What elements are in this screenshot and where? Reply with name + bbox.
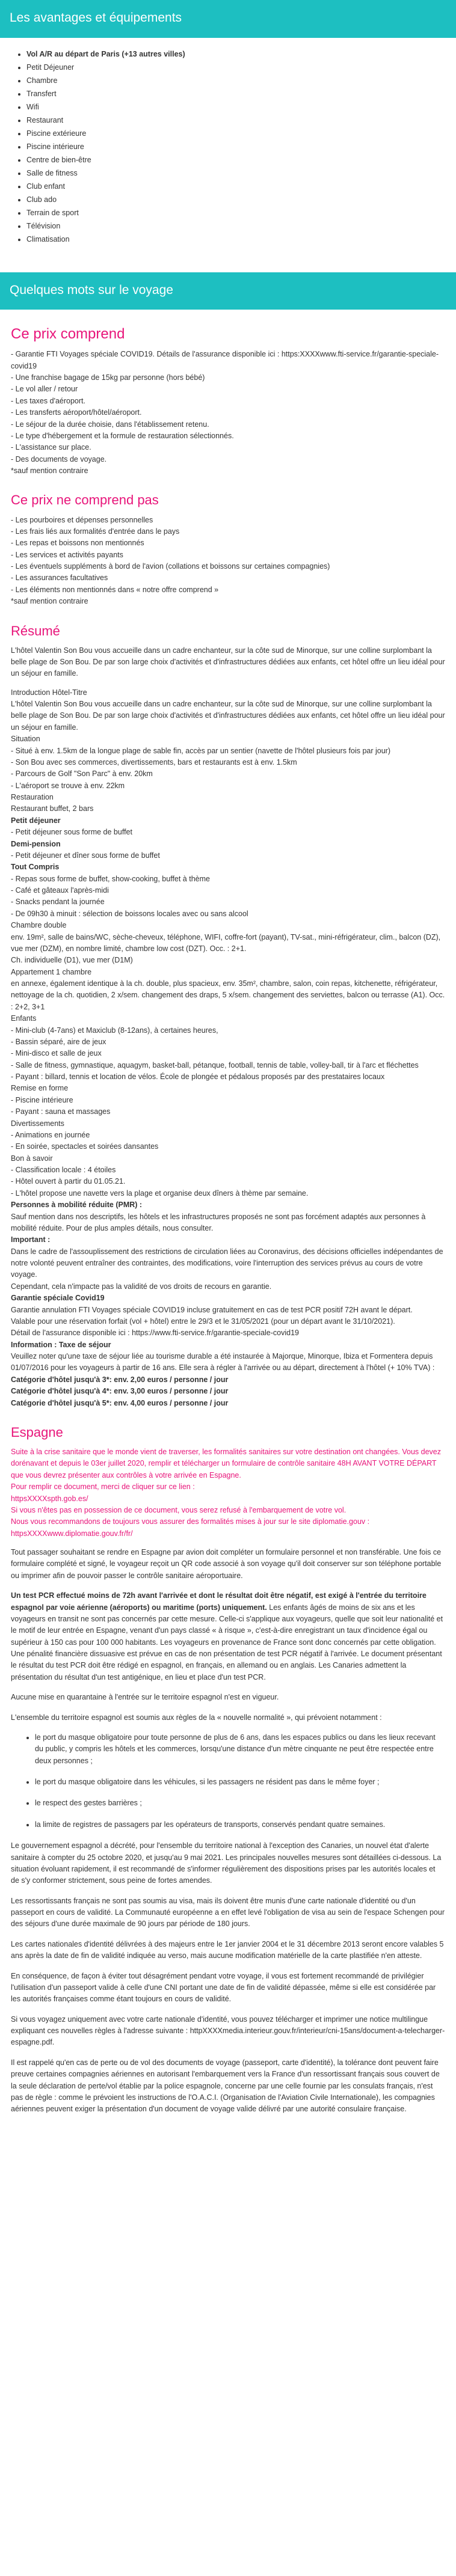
equipment-item: • Piscine intérieure [26, 140, 456, 153]
excluded-item: - Les services et activités payants [11, 550, 123, 559]
resume-line: - Café et gâteaux l'après-midi [11, 886, 109, 895]
equipment-item: • Wifi [26, 100, 456, 114]
resume-line: Petit déjeuner [11, 816, 61, 825]
equipment-item: • Petit Déjeuner [26, 61, 456, 74]
alert-line: httpsXXXXwww.diplomatie.gouv.fr/fr/ [11, 1529, 133, 1538]
resume-line: Enfants [11, 1014, 37, 1023]
resume-line: Détail de l'assurance disponible ici : https://www.fti-service.fr/garantie-speciale-covid19 [11, 1329, 299, 1338]
included-item: - Des documents de voyage. [11, 454, 107, 463]
prix-comprend-list [11, 349, 445, 477]
documents-paragraph: En conséquence, de façon à éviter tout désagrément pendant votre voyage, il vous est fortement recommandé de privilégier l'utilisation d'un passeport valide à celle d'une CNI portant une date de fin de validité dépassée, même si elle est considérée par les autorités françaises comme étant toujours en cours de validité. [11, 1971, 436, 2004]
espagne-title: Espagne [11, 1424, 63, 1440]
included-item: *sauf mention contraire [11, 467, 88, 476]
resume-body [11, 645, 445, 1409]
resume-line: Catégorie d'hôtel jusqu'à 3*: env. 2,00 euros / personne / jour [11, 1375, 229, 1384]
formalites-paragraph: Un test PCR effectué moins de 72h avant l'arrivée et dont le résultat doit être négatif, est exigé à l'entrée du territoire espagnol par voie aérienne (aéroports) ou maritime (ports) uniquement. Les enfants âgés de moins de six ans et les voyageurs en transit ne sont pas concernés par cette mesure. Celle-ci s'applique aux voyageurs, quelle que soit leur nationalité et le motif de leur entrée en Espagne, venant d'un pays classé « à risque », c'est-à-dire enregistrant un taux d'incidence égal ou supérieur à 150 cas pour 100 000 habitants. Les voyageurs en provenance de France sont donc concernés par cette obligation. Une pénalité financière dissuasive est prévue en cas de non présentation de test PCR négatif à l'arrivée. Le document présentant le résultat du test PCR doit être rédigé en espagnol, en français, en allemand ou en anglais. Les Canaries admettent la présentation du résultat d'un test antigénique, en lieu et place d'un test PCR. [11, 1591, 443, 1681]
resume-line: Introduction Hôtel-Titre [11, 688, 87, 697]
resume-line: - Petit déjeuner et dîner sous forme de buffet [11, 851, 160, 860]
equipment-item: • Climatisation [26, 233, 456, 246]
alert-line: Pour remplir ce document, merci de cliquer sur ce lien : [11, 1482, 195, 1491]
equipment-list [0, 47, 456, 246]
documents-paragraph: Si vous voyagez uniquement avec votre carte nationale d'identité, vous pouvez télécharger et imprimer une notice multilingue expliquant ces nouvelles règles à l'adresse suivante : httpXXXXmedia.interieur.gouv.fr/interieur/cni-15ans/document-a-telecharger-espagne.pdf. [11, 2015, 445, 2047]
resume-line: - Payant : billard, tennis et location de vélos. École de plongée et pédalous proposés par des prestataires locaux [11, 1072, 385, 1081]
included-item: - L'assistance sur place. [11, 443, 91, 452]
resume-line: Veuillez noter qu'une taxe de séjour liée au tourisme durable a été instaurée à Majorque, Minorque, Ibiza et Formentera depuis 01/07/2016 pour les voyageurs à partir de 16 ans. Elle sera à régler à l'arrivée ou au départ, directement à l'hôtel (+ 10% TVA) : [11, 1352, 435, 1372]
excluded-item: - Les assurances facultatives [11, 574, 108, 583]
resume-line: - Mini-disco et salle de jeux [11, 1049, 102, 1058]
resume-line: - Snacks pendant la journée [11, 898, 105, 907]
resume-line: - De 09h30 à minuit : sélection de boissons locales avec ou sans alcool [11, 909, 248, 918]
alert-line: httpsXXXXspth.gob.es/ [11, 1494, 88, 1503]
resume-line: Restaurant buffet, 2 bars [11, 804, 94, 813]
resume-line: - L'aéroport se trouve à env. 22km [11, 781, 125, 790]
prix-ne-comprend-list [11, 515, 445, 608]
documents-paragraph: Il est rappelé qu'en cas de perte ou de vol des documents de voyage (passeport, carte d'identité), la tolérance dont peuvent faire preuve certaines compagnies aériennes en autorisant l'embarquement vers la France d'un ressortissant français sous couvert de la seule déclaration de perte/vol établie par la police espagnole, concerne par une celle fournie par les consulats français, n'est pas de règle : comme le prévoient les instructions de l'O.A.C.I. (Organisation de l'Aviation Civile Internationale), les compagnies aériennes peuvent exiger la présentation d'un document de voyage valide délivré par une autorité consulaire française. [11, 2058, 440, 2114]
resume-line: - L'hôtel propose une navette vers la plage et organise deux dîners à thème par semaine. [11, 1189, 309, 1198]
resume-line: Remise en forme [11, 1084, 69, 1093]
resume-line: Personnes à mobilité réduite (PMR) : [11, 1201, 143, 1210]
resume-line: Situation [11, 735, 40, 744]
excluded-item: - Les éventuels suppléments à bord de l'avion (collations et boissons sur certaines compagnies) [11, 562, 330, 571]
resume-line: Catégorie d'hôtel jusqu'à 5*: env. 4,00 euros / personne / jour [11, 1398, 229, 1407]
resume-line: Tout Compris [11, 863, 60, 872]
equipment-item: • Vol A/R au départ de Paris (+13 autres villes) [26, 47, 456, 61]
equipment-item: • Piscine extérieure [26, 127, 456, 140]
pcr-emphasis: Un test PCR effectué moins de 72h avant l'arrivée et dont le résultat doit être négatif, est exigé à l'entrée du territoire espagnol par voie aérienne (aéroports) ou maritime (ports) uniquement. [11, 1591, 427, 1612]
documents-paragraph: Les cartes nationales d'identité délivrées à des majeurs entre le 1er janvier 2004 et le 31 décembre 2013 seront encore valables 5 ans après la date de fin de validité indiquée au verso, mais aucune modification matérielle de la carte plastifiée n'en atteste. [11, 1939, 444, 1960]
resume-line: Restauration [11, 793, 54, 802]
equipment-item: • Restaurant [26, 114, 456, 127]
equipment-item: • Chambre [26, 74, 456, 87]
equipment-item: • Club ado [26, 193, 456, 206]
resume-line: Important : [11, 1235, 51, 1244]
resume-line: Catégorie d'hôtel jusqu'à 4*: env. 3,00 euros / personne / jour [11, 1387, 229, 1396]
resume-line: Sauf mention dans nos descriptifs, les hôtels et les infrastructures proposés ne sont pas forcément adaptés aux personnes à mobilité réduite. Pour de plus amples détails, nous consulter. [11, 1212, 426, 1232]
espagne-formalites [11, 1547, 445, 1724]
included-item: - Les taxes d'aéroport. [11, 396, 85, 405]
alert-line: Suite à la crise sanitaire que le monde vient de traverser, les formalités sanitaires sur votre destination ont changées. Vous devez dorénavant et depuis le 03er juillet 2020, remplir et télécharger un formulaire de contrôle sanitaire 48H AVANT VOTRE DÉPART que vous devrez présenter aux contrôles à votre arrivée en Espagne. [11, 1448, 441, 1479]
equipment-item: • Club enfant [26, 180, 456, 193]
resume-line: - Hôtel ouvert à partir du 01.05.21. [11, 1177, 126, 1186]
resume-line: - Payant : sauna et massages [11, 1107, 111, 1116]
documents-paragraph: Le gouvernement espagnol a décrété, pour l'ensemble du territoire national à l'exception des Canaries, un nouvel état d'alerte sanitaire à compter du 25 octobre 2020, et jusqu'au 9 mai 2021. Les principales nouvelles mesures sont détaillées ci-dessous. La situation évoluant rapidement, il est recommandé de s'informer régulièrement des dispositions prises par les autorités locales et de s'y conformer strictement, sous peine de fortes amendes. [11, 1841, 442, 1885]
excluded-item: - Les pourboires et dépenses personnelles [11, 515, 153, 524]
rule-item: • la limite de registres de passagers par les opérateurs de transports, conservés pendant quatre semaines. [35, 1819, 445, 1831]
equipment-item: • Centre de bien-être [26, 153, 456, 167]
espagne-alert [11, 1446, 445, 1547]
resume-line: - Bassin séparé, aire de jeux [11, 1037, 106, 1046]
section-header-equipments: Les avantages et équipements [0, 0, 456, 38]
included-item: - Le type d'hébergement et la formule de restauration sélectionnés. [11, 431, 234, 440]
resume-line: Bon à savoir [11, 1154, 53, 1163]
resume-line: Valable pour une réservation forfait (vol + hôtel) entre le 29/3 et le 31/05/2021 (pour un départ avant le 31/10/2021). [11, 1317, 395, 1326]
resume-line: Demi-pension [11, 839, 61, 848]
resume-line: Appartement 1 chambre [11, 967, 92, 976]
alert-line: Si vous n'êtes pas en possession de ce document, vous serez refusé à l'embarquement de votre vol. [11, 1505, 347, 1514]
resume-line: en annexe, également identique à la ch. double, plus spacieux, env. 35m², chambre, salon, coin repas, kitchenette, réfrigérateur, nettoyage de la ch. quotidien, 2 x/sem. changement des draps, 5 x/sem. changement des serviettes, balcon ou terrasse (A1). Occ. : 2+2, 3+1 [11, 979, 445, 1011]
resume-line: Cependant, cela n'impacte pas la validité de vos droits de recours en garantie. [11, 1282, 272, 1291]
equipment-item: • Terrain de sport [26, 206, 456, 219]
espagne-documents [11, 1840, 445, 2116]
resume-line: - En soirée, spectacles et soirées dansantes [11, 1142, 159, 1151]
included-item: - Le vol aller / retour [11, 385, 78, 394]
espagne-rules-list [11, 1732, 445, 1831]
resume-line: Garantie spéciale Covid19 [11, 1294, 105, 1303]
resume-line: L'hôtel Valentin Son Bou vous accueille dans un cadre enchanteur, sur la côte sud de Minorque, sur une colline surplombant la belle plage de Son Bou. De par son large choix d'activités et d'infrastructures dédiées aux enfants, cet hôtel offre un lieu idéal pour un séjour en famille. [11, 700, 445, 732]
resume-line: Chambre double [11, 921, 67, 930]
resume-line: Divertissements [11, 1119, 64, 1128]
resume-line: - Salle de fitness, gymnastique, aquagym, basket-ball, pétanque, football, tennis de table, volley-ball, tir à l'arc et fléchettes [11, 1060, 419, 1069]
resume-line: - Classification locale : 4 étoiles [11, 1166, 116, 1175]
equipment-item: • Salle de fitness [26, 167, 456, 180]
resume-line: - Mini-club (4-7ans) et Maxiclub (8-12ans), à certaines heures, [11, 1026, 218, 1035]
resume-line: env. 19m², salle de bains/WC, sèche-cheveux, téléphone, WIFI, coffre-fort (payant), TV-sat., mini-réfrigérateur, clim., balcon (DZ), vue mer (DZM), en nombre limité, chambre low cost (DZT). Occ. : 2+1. [11, 932, 441, 953]
included-item: - Le séjour de la durée choisie, dans l'établissement retenu. [11, 420, 209, 429]
equipment-item: • Télévision [26, 219, 456, 233]
resume-line: Ch. individuelle (D1), vue mer (D1M) [11, 956, 133, 965]
resume-line: - Repas sous forme de buffet, show-cooking, buffet à thème [11, 874, 210, 883]
formalites-paragraph: Tout passager souhaitant se rendre en Espagne par avion doit compléter un formulaire personnel et non transférable. Une fois ce formulaire complété et signé, le voyageur reçoit un QR code associé à son voyage qu'il doit conserver sur son téléphone portable ou imprimer afin de pouvoir passer le contrôle sanitaire aéroportuaire. [11, 1548, 442, 1580]
resume-line: - Animations en journée [11, 1130, 90, 1139]
included-item: - Une franchise bagage de 15kg par personne (hors bébé) [11, 373, 205, 382]
resume-line: Information : Taxe de séjour [11, 1340, 111, 1349]
formalites-paragraph: Aucune mise en quarantaine à l'entrée sur le territoire espagnol n'est en vigueur. [11, 1693, 279, 1702]
voyage-content [0, 323, 456, 2142]
equipment-item: • Transfert [26, 87, 456, 100]
resume-line: - Situé à env. 1.5km de la longue plage de sable fin, accès par un sentier (navette de l'hôtel plusieurs fois par jour) [11, 746, 390, 755]
resume-line: - Son Bou avec ses commerces, divertissements, bars et restaurants est à env. 1.5km [11, 757, 297, 766]
documents-paragraph: Les ressortissants français ne sont pas soumis au visa, mais ils doivent être munis d'une carte nationale d'identité ou d'un passeport en cours de validité. La Communauté européenne a en effet levé l'obligation de visa au sein de l'espace Schengen pour des séjours d'une durée maximale de 90 jours par période de 180 jours. [11, 1896, 445, 1929]
resume-line: - Piscine intérieure [11, 1095, 73, 1104]
section-header-voyage: Quelques mots sur le voyage [0, 272, 456, 310]
resume-line: Garantie annulation FTI Voyages spéciale COVID19 incluse gratuitement en cas de test PCR positif 72H avant le départ. [11, 1305, 413, 1314]
alert-line: Nous vous recommandons de toujours vous assurer des formalités mises à jour sur le site diplomatie.gouv : [11, 1517, 370, 1526]
resume-title: Résumé [11, 623, 60, 638]
included-item: - Les transferts aéroport/hôtel/aéroport. [11, 408, 142, 417]
excluded-item: - Les éléments non mentionnés dans « notre offre comprend » [11, 585, 219, 594]
formalites-paragraph: L'ensemble du territoire espagnol est soumis aux règles de la « nouvelle normalité », qui prévoient notamment : [11, 1713, 382, 1722]
resume-line: - Petit déjeuner sous forme de buffet [11, 828, 132, 837]
resume-line: L'hôtel Valentin Son Bou vous accueille dans un cadre enchanteur, sur la côte sud de Minorque, sur une colline surplombant la belle plage de Son Bou. De par son large choix d'activités et d'infrastructures dédiées aux enfants, cet hôtel offre un lieu idéal pour un séjour en famille. [11, 646, 445, 678]
rule-item: • le port du masque obligatoire dans les véhicules, si les passagers ne résident pas dans le même foyer ; [35, 1776, 445, 1788]
excluded-item: - Les frais liés aux formalités d'entrée dans le pays [11, 527, 180, 536]
resume-line: Dans le cadre de l'assouplissement des restrictions de circulation liées au Coronavirus, des décisions officielles indépendantes de notre volonté peuvent entraîner des contraintes, des modifications, voire l'interruption des services prévus au cours de votre voyage. [11, 1247, 443, 1279]
prix-ne-comprend-title: Ce prix ne comprend pas [11, 492, 159, 508]
excluded-item: - Les repas et boissons non mentionnés [11, 539, 144, 548]
prix-comprend-title: Ce prix comprend [11, 326, 125, 343]
rule-item: • le port du masque obligatoire pour toute personne de plus de 6 ans, dans les espaces publics ou dans les lieux recevant du public, y compris les hôtels et les commerces, lorsqu'une distance d'un mètre cinquante ne peut être respectée entre deux personnes ; [35, 1732, 445, 1767]
resume-line: - Parcours de Golf "Son Parc" à env. 20km [11, 769, 153, 779]
excluded-item: *sauf mention contraire [11, 597, 88, 606]
included-item: - Garantie FTI Voyages spéciale COVID19. Détails de l'assurance disponible ici : https:XXXXwww.fti-service.fr/garantie-speciale-covid19 [11, 350, 439, 370]
rule-item: • le respect des gestes barrières ; [35, 1797, 445, 1809]
